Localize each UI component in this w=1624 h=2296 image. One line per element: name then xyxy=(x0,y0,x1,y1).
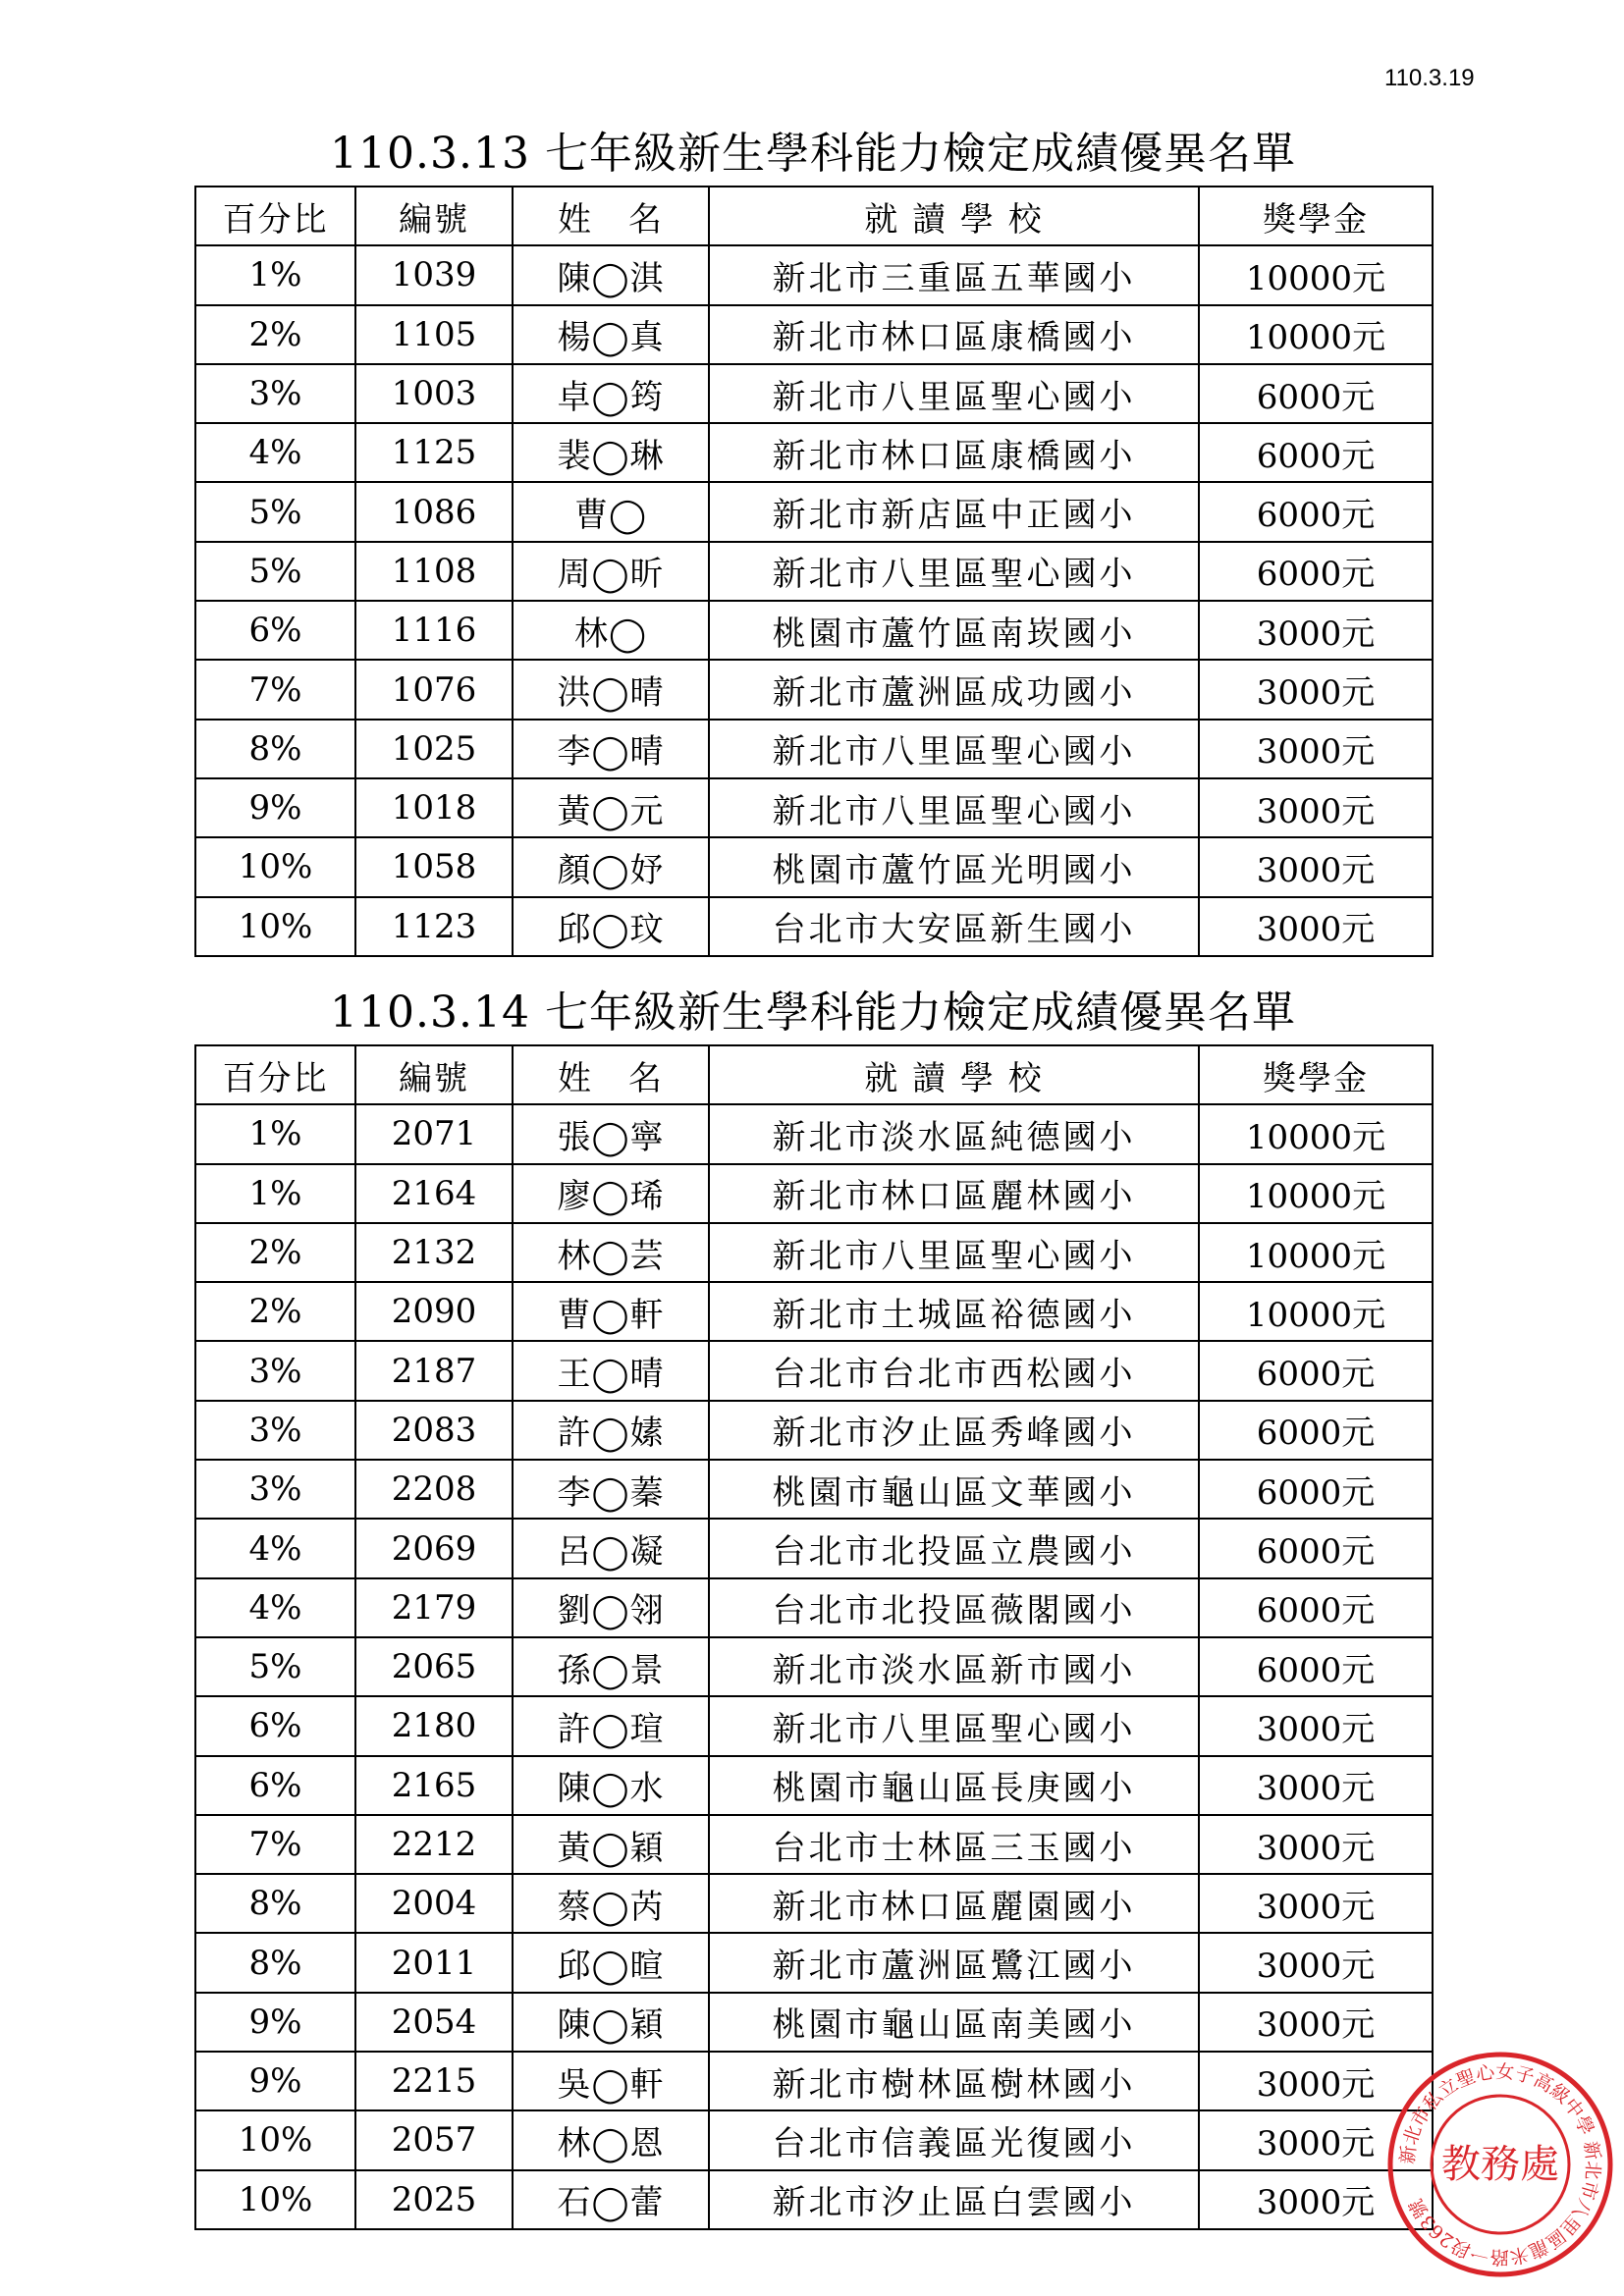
cell-number: 2165 xyxy=(355,1756,513,1815)
seal-ring-textpath: 新北市私立聖心女子高級中學 新北市八里區龍米路一段263號 xyxy=(1396,2060,1604,2269)
cell-percentile: 4% xyxy=(195,1578,355,1637)
cell-number: 1125 xyxy=(355,423,513,482)
document-date: 110.3.19 xyxy=(1384,65,1475,91)
cell-percentile: 8% xyxy=(195,720,355,778)
table1 xyxy=(194,186,1434,957)
cell-percentile: 3% xyxy=(195,1460,355,1519)
cell-school: 新北市八里區聖心國小 xyxy=(709,364,1199,423)
cell-number: 2164 xyxy=(355,1164,513,1223)
cell-percentile: 6% xyxy=(195,601,355,660)
cell-name: 陳◯水 xyxy=(513,1756,709,1815)
cell-number: 1086 xyxy=(355,482,513,541)
table-row xyxy=(195,1874,1433,1933)
table-row xyxy=(195,660,1433,719)
cell-number: 2004 xyxy=(355,1874,513,1933)
cell-school: 新北市蘆洲區成功國小 xyxy=(709,660,1199,719)
cell-name: 邱◯暄 xyxy=(513,1933,709,1992)
cell-name: 張◯寧 xyxy=(513,1104,709,1163)
cell-number: 2090 xyxy=(355,1282,513,1341)
header-scholarship: 獎學金 xyxy=(1199,1045,1433,1104)
table-row xyxy=(195,1637,1433,1696)
cell-scholarship: 3000元 xyxy=(1199,2110,1433,2169)
table-row xyxy=(195,1223,1433,1282)
cell-percentile: 10% xyxy=(195,2110,355,2169)
cell-scholarship: 6000元 xyxy=(1199,423,1433,482)
cell-name: 顏◯妤 xyxy=(513,837,709,896)
header-name: 姓 名 xyxy=(513,1045,709,1104)
cell-name: 劉◯翎 xyxy=(513,1578,709,1637)
table-row xyxy=(195,2170,1433,2229)
cell-number: 1123 xyxy=(355,897,513,956)
header-number: 編號 xyxy=(355,187,513,245)
header-scholarship: 獎學金 xyxy=(1199,187,1433,245)
cell-percentile: 6% xyxy=(195,1756,355,1815)
cell-school: 新北市八里區聖心國小 xyxy=(709,1223,1199,1282)
table-row xyxy=(195,482,1433,541)
cell-scholarship: 3000元 xyxy=(1199,1993,1433,2052)
cell-number: 1039 xyxy=(355,245,513,304)
cell-scholarship: 3000元 xyxy=(1199,778,1433,837)
header-percentile: 百分比 xyxy=(195,187,355,245)
cell-number: 1018 xyxy=(355,778,513,837)
table1-title: 110.3.13 七年級新生學科能力檢定成績優異名單 xyxy=(330,129,1296,179)
cell-number: 2011 xyxy=(355,1933,513,1992)
table-row xyxy=(195,897,1433,956)
cell-scholarship: 3000元 xyxy=(1199,660,1433,719)
cell-name: 李◯蓁 xyxy=(513,1460,709,1519)
cell-scholarship: 6000元 xyxy=(1199,1460,1433,1519)
table-row xyxy=(195,1164,1433,1223)
seal-center-text: 教務處 xyxy=(1441,2142,1559,2187)
cell-percentile: 3% xyxy=(195,1401,355,1460)
cell-percentile: 5% xyxy=(195,542,355,601)
table-row xyxy=(195,423,1433,482)
cell-number: 2069 xyxy=(355,1519,513,1577)
table2-body xyxy=(195,1104,1433,2229)
cell-name: 黃◯穎 xyxy=(513,1815,709,1874)
cell-name: 邱◯玟 xyxy=(513,897,709,956)
cell-scholarship: 3000元 xyxy=(1199,601,1433,660)
cell-number: 2065 xyxy=(355,1637,513,1696)
cell-number: 2083 xyxy=(355,1401,513,1460)
table-row xyxy=(195,1519,1433,1577)
cell-scholarship: 10000元 xyxy=(1199,1164,1433,1223)
cell-number: 1105 xyxy=(355,305,513,364)
cell-percentile: 5% xyxy=(195,1637,355,1696)
cell-name: 裴◯琳 xyxy=(513,423,709,482)
cell-school: 桃園市龜山區文華國小 xyxy=(709,1460,1199,1519)
cell-scholarship: 3000元 xyxy=(1199,897,1433,956)
cell-percentile: 4% xyxy=(195,1519,355,1577)
cell-name: 廖◯琋 xyxy=(513,1164,709,1223)
cell-number: 1076 xyxy=(355,660,513,719)
cell-name: 曹◯ xyxy=(513,482,709,541)
cell-number: 2212 xyxy=(355,1815,513,1874)
cell-number: 1058 xyxy=(355,837,513,896)
cell-percentile: 3% xyxy=(195,364,355,423)
header-number: 編號 xyxy=(355,1045,513,1104)
cell-scholarship: 6000元 xyxy=(1199,364,1433,423)
table-row xyxy=(195,720,1433,778)
header-school: 就 讀 學 校 xyxy=(709,187,1199,245)
cell-school: 新北市八里區聖心國小 xyxy=(709,542,1199,601)
cell-name: 陳◯穎 xyxy=(513,1993,709,2052)
cell-percentile: 8% xyxy=(195,1933,355,1992)
table-row xyxy=(195,1460,1433,1519)
table-row xyxy=(195,1696,1433,1755)
cell-percentile: 9% xyxy=(195,2052,355,2110)
cell-percentile: 3% xyxy=(195,1341,355,1400)
cell-scholarship: 3000元 xyxy=(1199,2170,1433,2229)
cell-name: 李◯晴 xyxy=(513,720,709,778)
cell-scholarship: 3000元 xyxy=(1199,1874,1433,1933)
table-row xyxy=(195,778,1433,837)
cell-scholarship: 10000元 xyxy=(1199,1223,1433,1282)
table-row xyxy=(195,837,1433,896)
cell-school: 桃園市龜山區南美國小 xyxy=(709,1993,1199,2052)
cell-name: 王◯晴 xyxy=(513,1341,709,1400)
cell-percentile: 2% xyxy=(195,305,355,364)
table-row xyxy=(195,245,1433,304)
cell-percentile: 1% xyxy=(195,1164,355,1223)
table-row xyxy=(195,1756,1433,1815)
cell-percentile: 7% xyxy=(195,1815,355,1874)
cell-name: 周◯昕 xyxy=(513,542,709,601)
cell-number: 2215 xyxy=(355,2052,513,2110)
table-row xyxy=(195,1993,1433,2052)
cell-name: 曹◯軒 xyxy=(513,1282,709,1341)
cell-scholarship: 10000元 xyxy=(1199,1104,1433,1163)
cell-scholarship: 6000元 xyxy=(1199,1637,1433,1696)
cell-percentile: 5% xyxy=(195,482,355,541)
header-school: 就 讀 學 校 xyxy=(709,1045,1199,1104)
cell-name: 卓◯筠 xyxy=(513,364,709,423)
table-row xyxy=(195,1933,1433,1992)
cell-number: 2179 xyxy=(355,1578,513,1637)
table-row xyxy=(195,542,1433,601)
table-row xyxy=(195,1104,1433,1163)
table2-header-row xyxy=(195,1045,1433,1104)
cell-school: 台北市大安區新生國小 xyxy=(709,897,1199,956)
cell-name: 許◯瑄 xyxy=(513,1696,709,1755)
cell-percentile: 10% xyxy=(195,2170,355,2229)
cell-name: 蔡◯芮 xyxy=(513,1874,709,1933)
cell-school: 台北市信義區光復國小 xyxy=(709,2110,1199,2169)
cell-scholarship: 6000元 xyxy=(1199,1341,1433,1400)
header-percentile: 百分比 xyxy=(195,1045,355,1104)
cell-percentile: 8% xyxy=(195,1874,355,1933)
table2-title: 110.3.14 七年級新生學科能力檢定成績優異名單 xyxy=(330,988,1296,1038)
table1-header-row xyxy=(195,187,1433,245)
cell-number: 1108 xyxy=(355,542,513,601)
cell-percentile: 2% xyxy=(195,1282,355,1341)
cell-name: 許◯嫊 xyxy=(513,1401,709,1460)
cell-scholarship: 6000元 xyxy=(1199,1578,1433,1637)
cell-name: 林◯恩 xyxy=(513,2110,709,2169)
cell-school: 新北市林口區康橋國小 xyxy=(709,423,1199,482)
cell-school: 台北市北投區立農國小 xyxy=(709,1519,1199,1577)
cell-scholarship: 3000元 xyxy=(1199,1933,1433,1992)
cell-name: 孫◯景 xyxy=(513,1637,709,1696)
table-row xyxy=(195,2052,1433,2110)
cell-school: 新北市林口區康橋國小 xyxy=(709,305,1199,364)
cell-name: 林◯芸 xyxy=(513,1223,709,1282)
cell-name: 楊◯真 xyxy=(513,305,709,364)
cell-school: 台北市北投區薇閣國小 xyxy=(709,1578,1199,1637)
cell-school: 新北市八里區聖心國小 xyxy=(709,1696,1199,1755)
cell-scholarship: 10000元 xyxy=(1199,305,1433,364)
cell-name: 林◯ xyxy=(513,601,709,660)
cell-name: 石◯蕾 xyxy=(513,2170,709,2229)
table-row xyxy=(195,1341,1433,1400)
table-row xyxy=(195,1401,1433,1460)
cell-percentile: 10% xyxy=(195,837,355,896)
cell-number: 2054 xyxy=(355,1993,513,2052)
cell-school: 新北市淡水區新市國小 xyxy=(709,1637,1199,1696)
cell-school: 桃園市蘆竹區南崁國小 xyxy=(709,601,1199,660)
cell-number: 2071 xyxy=(355,1104,513,1163)
cell-school: 新北市土城區裕德國小 xyxy=(709,1282,1199,1341)
table2 xyxy=(194,1044,1434,2230)
cell-number: 1025 xyxy=(355,720,513,778)
cell-school: 新北市林口區麗園國小 xyxy=(709,1874,1199,1933)
table-row xyxy=(195,305,1433,364)
cell-school: 新北市汐止區白雲國小 xyxy=(709,2170,1199,2229)
cell-number: 2057 xyxy=(355,2110,513,2169)
cell-number: 1003 xyxy=(355,364,513,423)
cell-number: 2187 xyxy=(355,1341,513,1400)
cell-percentile: 2% xyxy=(195,1223,355,1282)
cell-name: 黃◯元 xyxy=(513,778,709,837)
cell-number: 2025 xyxy=(355,2170,513,2229)
cell-scholarship: 6000元 xyxy=(1199,1519,1433,1577)
cell-percentile: 4% xyxy=(195,423,355,482)
office-seal-stamp xyxy=(1382,2047,1618,2282)
cell-school: 台北市士林區三玉國小 xyxy=(709,1815,1199,1874)
table-row xyxy=(195,1815,1433,1874)
table-row xyxy=(195,1282,1433,1341)
cell-school: 新北市三重區五華國小 xyxy=(709,245,1199,304)
cell-percentile: 9% xyxy=(195,778,355,837)
cell-school: 新北市蘆洲區鷺江國小 xyxy=(709,1933,1199,1992)
cell-scholarship: 10000元 xyxy=(1199,1282,1433,1341)
cell-number: 2180 xyxy=(355,1696,513,1755)
cell-scholarship: 6000元 xyxy=(1199,482,1433,541)
cell-name: 吳◯軒 xyxy=(513,2052,709,2110)
cell-school: 新北市林口區麗林國小 xyxy=(709,1164,1199,1223)
header-name: 姓 名 xyxy=(513,187,709,245)
cell-name: 呂◯凝 xyxy=(513,1519,709,1577)
cell-percentile: 6% xyxy=(195,1696,355,1755)
table-row xyxy=(195,1578,1433,1637)
cell-number: 2208 xyxy=(355,1460,513,1519)
cell-school: 桃園市龜山區長庚國小 xyxy=(709,1756,1199,1815)
cell-school: 新北市汐止區秀峰國小 xyxy=(709,1401,1199,1460)
cell-school: 桃園市蘆竹區光明國小 xyxy=(709,837,1199,896)
cell-percentile: 1% xyxy=(195,245,355,304)
cell-number: 1116 xyxy=(355,601,513,660)
cell-scholarship: 3000元 xyxy=(1199,1815,1433,1874)
table-row xyxy=(195,364,1433,423)
cell-scholarship: 6000元 xyxy=(1199,542,1433,601)
cell-school: 新北市樹林區樹林國小 xyxy=(709,2052,1199,2110)
cell-school: 新北市八里區聖心國小 xyxy=(709,720,1199,778)
cell-scholarship: 3000元 xyxy=(1199,1696,1433,1755)
table1-body xyxy=(195,245,1433,956)
cell-scholarship: 3000元 xyxy=(1199,2052,1433,2110)
cell-percentile: 10% xyxy=(195,897,355,956)
cell-school: 新北市淡水區純德國小 xyxy=(709,1104,1199,1163)
cell-scholarship: 3000元 xyxy=(1199,837,1433,896)
cell-scholarship: 3000元 xyxy=(1199,720,1433,778)
cell-school: 台北市台北市西松國小 xyxy=(709,1341,1199,1400)
cell-name: 洪◯晴 xyxy=(513,660,709,719)
cell-scholarship: 3000元 xyxy=(1199,1756,1433,1815)
cell-number: 2132 xyxy=(355,1223,513,1282)
cell-school: 新北市八里區聖心國小 xyxy=(709,778,1199,837)
cell-percentile: 1% xyxy=(195,1104,355,1163)
cell-scholarship: 10000元 xyxy=(1199,245,1433,304)
cell-school: 新北市新店區中正國小 xyxy=(709,482,1199,541)
cell-scholarship: 6000元 xyxy=(1199,1401,1433,1460)
cell-percentile: 9% xyxy=(195,1993,355,2052)
cell-percentile: 7% xyxy=(195,660,355,719)
table-row xyxy=(195,601,1433,660)
cell-name: 陳◯淇 xyxy=(513,245,709,304)
table-row xyxy=(195,2110,1433,2169)
